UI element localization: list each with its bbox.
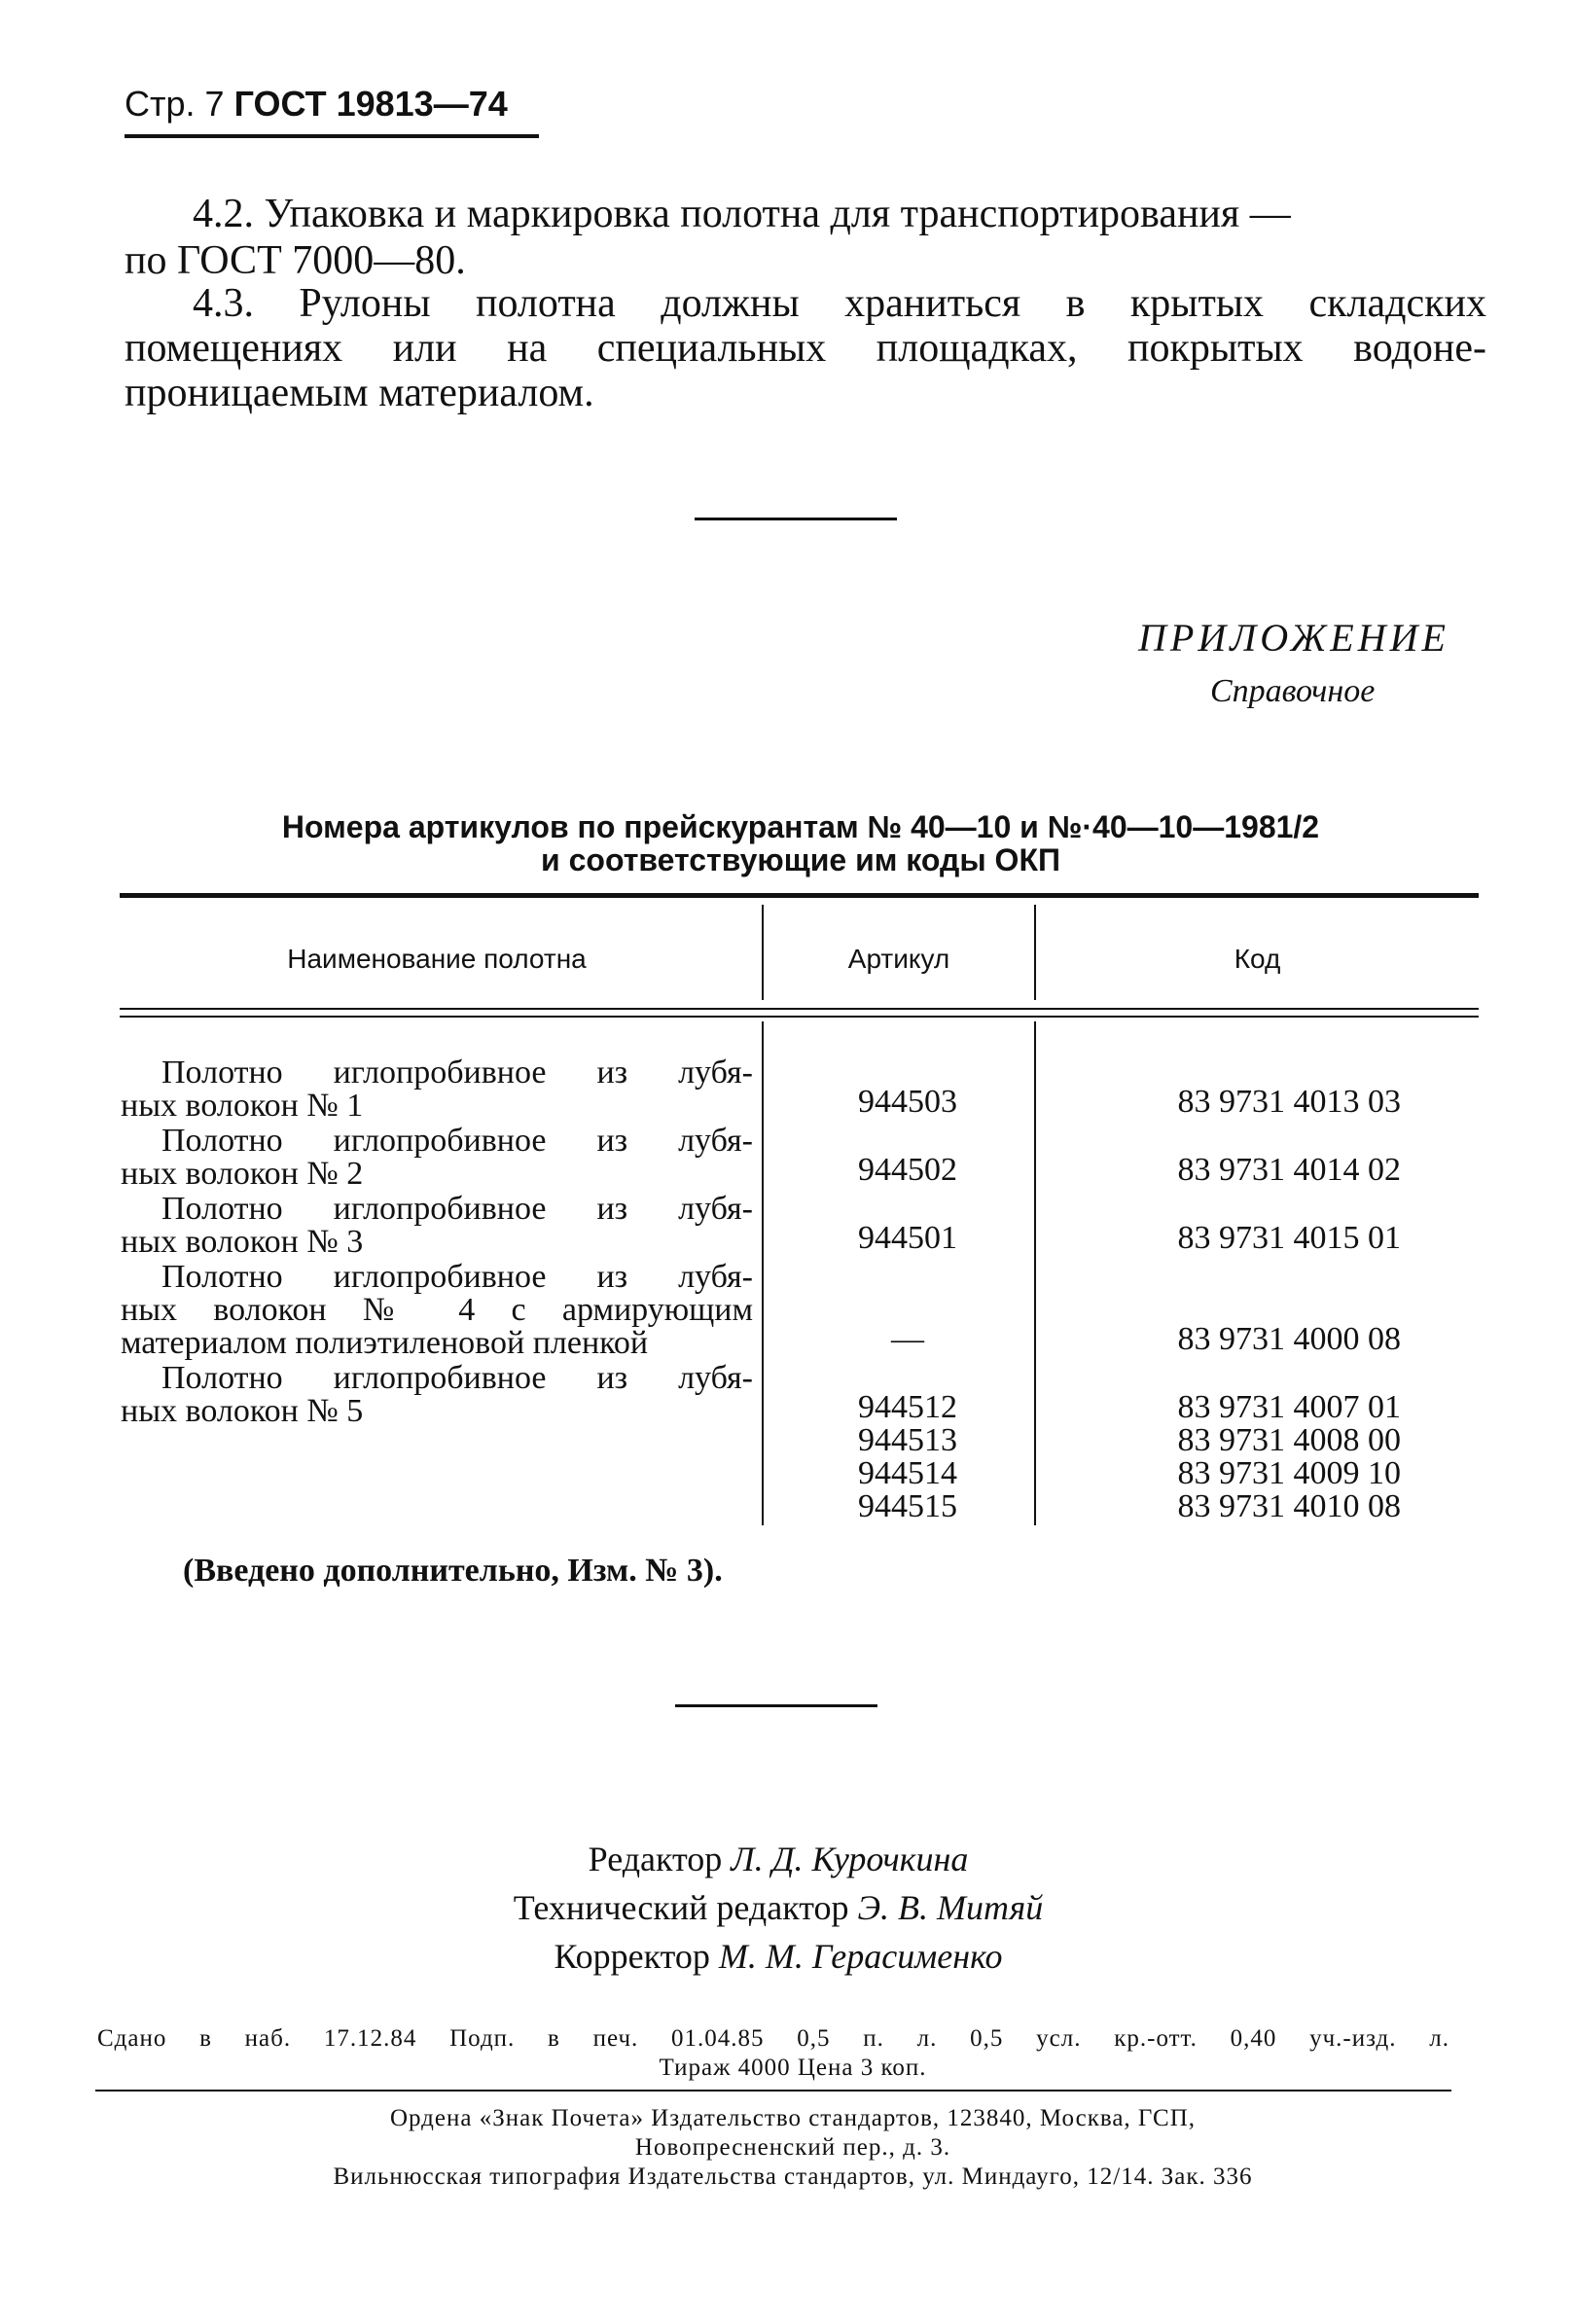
imprint-line: Сдано в наб. 17.12.84 Подп. в печ. 01.04.85 0,5 п. л. 0,5 усл. кр.-отт. 0,40 уч.-изд. л. <box>97 2025 1449 2052</box>
column-header-article: Артикул <box>847 944 950 974</box>
table-cell-article: 944503 <box>858 1084 957 1120</box>
table-cell-name: материалом полиэтиленовой пленкой <box>121 1325 649 1361</box>
credit-tech-editor <box>292 1887 1265 1928</box>
table-cell-name: ных волокон № 2 <box>121 1156 364 1192</box>
table-cell-code: 83 9731 4013 03 <box>1177 1084 1401 1120</box>
section-4-3-line1: 4.3. Рулоны полотна должны храниться в крытых складских <box>193 281 1486 326</box>
credit-label: Корректор <box>554 1937 710 1976</box>
imprint-rule <box>95 2090 1451 2092</box>
credit-name: Л. Д. Курочкина <box>731 1840 969 1878</box>
table-cell-name: ных волокон № 1 <box>121 1088 364 1124</box>
table-cell-code: 83 9731 4015 01 <box>1177 1220 1401 1256</box>
table-cell-name: Полотно иглопробивное из лубя- <box>161 1259 753 1295</box>
imprint-line: Тираж 4000 Цена 3 коп. <box>659 2055 927 2081</box>
section-4-2-line2: по ГОСТ 7000—80. <box>125 238 466 283</box>
column-header-code: Код <box>1234 944 1281 974</box>
appendix-title: ПРИЛОЖЕНИЕ <box>1138 616 1449 660</box>
column-divider <box>762 1021 764 1525</box>
credit-name: Э. В. Митяй <box>857 1888 1044 1927</box>
table-cell-name: Полотно иглопробивное из лубя- <box>161 1055 753 1090</box>
header-rule-lower <box>120 1016 1479 1018</box>
table-cell-article: — <box>891 1321 924 1357</box>
table-cell-name: Полотно иглопробивное из лубя- <box>161 1123 753 1159</box>
header-rule-upper <box>120 1008 1479 1010</box>
amendment-note: (Введено дополнительно, Изм. № 3). <box>183 1553 723 1589</box>
column-header-name: Наименование полотна <box>287 944 587 974</box>
section-4-3-line2: помещениях или на специальных площадках, покрытых водоне- <box>125 326 1486 371</box>
table-top-rule <box>120 893 1479 898</box>
credit-label: Редактор <box>588 1840 723 1878</box>
credit-editor <box>292 1839 1265 1879</box>
table-cell-name: ных волокон № 4 с армирующим <box>121 1292 753 1328</box>
section-divider <box>695 518 897 520</box>
table-cell-code: 83 9731 4007 01 <box>1177 1389 1401 1425</box>
table-cell-name: ных волокон № 3 <box>121 1224 364 1260</box>
standard-number: ГОСТ 19813—74 <box>233 84 508 124</box>
credit-proofreader <box>292 1936 1265 1977</box>
table-cell-code: 83 9731 4010 08 <box>1177 1488 1401 1524</box>
page-label: Стр. 7 <box>125 84 225 124</box>
table-cell-name: Полотно иглопробивное из лубя- <box>161 1360 753 1396</box>
table-cell-article: 944501 <box>858 1220 957 1256</box>
table-cell-name: Полотно иглопробивное из лубя- <box>161 1191 753 1227</box>
imprint-line: Ордена «Знак Почета» Издательство стандартов, 123840, Москва, ГСП, <box>389 2105 1197 2131</box>
credit-label: Технический редактор <box>513 1888 849 1927</box>
imprint-line: Вильнюсская типография Издательства стандартов, ул. Миндауго, 12/14. Зак. 336 <box>333 2163 1253 2190</box>
page-header <box>125 84 508 125</box>
header-rule <box>125 134 539 138</box>
imprint-line: Новопресненский пер., д. 3. <box>634 2134 951 2161</box>
table-cell-code: 83 9731 4014 02 <box>1177 1152 1401 1188</box>
section-4-3-line3: проницаемым материалом. <box>125 371 594 415</box>
table-subtitle: и соответствующие им коды ОКП <box>541 842 1060 877</box>
table-cell-name: ных волокон № 5 <box>121 1393 364 1429</box>
table-cell-article: 944513 <box>858 1422 957 1458</box>
section-4-2-line1: 4.2. Упаковка и маркировка полотна для транспортирования — <box>193 192 1291 236</box>
section-divider <box>675 1704 877 1707</box>
table-cell-code: 83 9731 4000 08 <box>1177 1321 1401 1357</box>
table-cell-article: 944502 <box>858 1152 957 1188</box>
credit-name: М. М. Герасименко <box>718 1937 1003 1976</box>
appendix-subtitle: Справочное <box>1210 673 1376 709</box>
table-title: Номера артикулов по прейскурантам № 40—10 и №·40—10—1981/2 <box>281 809 1320 844</box>
table-cell-article: 944514 <box>858 1455 957 1491</box>
table-cell-article: 944515 <box>858 1488 957 1524</box>
table-cell-code: 83 9731 4009 10 <box>1177 1455 1401 1491</box>
table-cell-article: 944512 <box>858 1389 957 1425</box>
table-cell-code: 83 9731 4008 00 <box>1177 1422 1401 1458</box>
